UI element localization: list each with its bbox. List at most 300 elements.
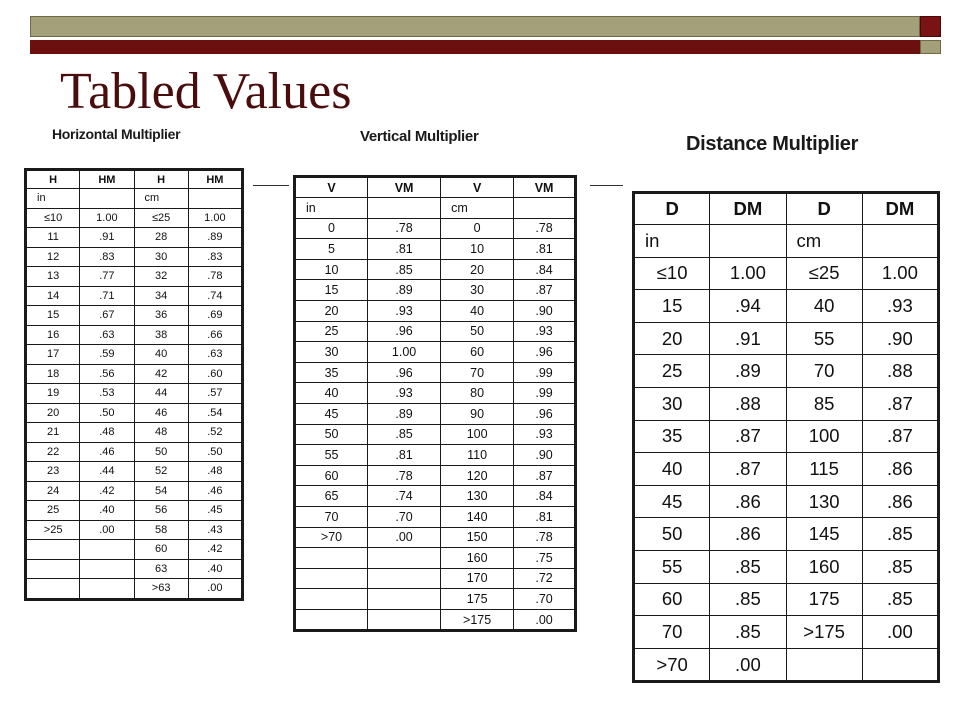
column-header: VM (514, 177, 576, 198)
table-cell (26, 579, 80, 600)
table-row (634, 648, 939, 682)
table-cell: 130 (786, 485, 862, 518)
column-header: D (634, 193, 710, 225)
vertical-multiplier-table (293, 175, 577, 632)
table-cell: .46 (188, 481, 242, 501)
table-cell: ≤25 (134, 208, 188, 228)
table-cell: 35 (295, 362, 368, 383)
table-cell: .87 (862, 387, 938, 420)
header-bar-olive (30, 16, 920, 37)
table-cell: >175 (441, 609, 514, 631)
column-header: DM (862, 193, 938, 225)
header-bar-maroon (30, 40, 920, 54)
table-cell: >70 (295, 527, 368, 548)
table-cell: in (26, 189, 80, 209)
table-cell: .78 (514, 218, 576, 239)
table-cell: 70 (786, 355, 862, 388)
table-cell: 63 (134, 559, 188, 579)
table-cell: 55 (786, 322, 862, 355)
table-cell: .00 (80, 520, 134, 540)
table-cell: 130 (441, 486, 514, 507)
table-cell: .96 (368, 362, 441, 383)
table-cell: 30 (634, 387, 710, 420)
table-row (295, 342, 576, 363)
table-cell: .87 (710, 453, 786, 486)
table-cell: .85 (862, 583, 938, 616)
table-cell: .96 (368, 321, 441, 342)
table-cell: 45 (634, 485, 710, 518)
table-cell: 42 (134, 364, 188, 384)
table-cell: .59 (80, 345, 134, 365)
table-row (26, 462, 243, 482)
table-cell: .57 (188, 384, 242, 404)
table-row (26, 520, 243, 540)
table-cell (368, 609, 441, 631)
table-cell (514, 198, 576, 219)
table-row (634, 257, 939, 290)
table-cell: .81 (514, 506, 576, 527)
table-cell: .84 (514, 259, 576, 280)
table-cell: 48 (134, 423, 188, 443)
slide-title: Tabled Values (60, 63, 352, 120)
table-cell (295, 609, 368, 631)
table-cell: 80 (441, 383, 514, 404)
table-cell: 55 (634, 550, 710, 583)
table-cell: .70 (368, 506, 441, 527)
table-row (26, 306, 243, 326)
table-cell: 40 (634, 453, 710, 486)
table-cell: .86 (862, 453, 938, 486)
table-cell: .90 (862, 322, 938, 355)
table-cell: .67 (80, 306, 134, 326)
table-row (26, 540, 243, 560)
table-row (295, 321, 576, 342)
table-cell: 0 (295, 218, 368, 239)
column-header: H (134, 170, 188, 189)
divider-line-right (590, 185, 623, 186)
table-cell: .72 (514, 568, 576, 589)
table-cell (26, 559, 80, 579)
table-cell: 11 (26, 228, 80, 248)
table-row (295, 527, 576, 548)
table-cell: .56 (80, 364, 134, 384)
table-cell: .75 (514, 548, 576, 569)
table-row (295, 383, 576, 404)
table-cell: .54 (188, 403, 242, 423)
table-cell: 60 (134, 540, 188, 560)
table-cell: 18 (26, 364, 80, 384)
table-cell: 21 (26, 423, 80, 443)
table-row (295, 362, 576, 383)
table-cell: 1.00 (80, 208, 134, 228)
table-cell: .85 (368, 424, 441, 445)
distance-multiplier-caption: Distance Multiplier (686, 133, 859, 155)
table-cell: 13 (26, 267, 80, 287)
table-cell: .48 (188, 462, 242, 482)
table-row (26, 501, 243, 521)
table-row (26, 267, 243, 287)
table-cell: .96 (514, 342, 576, 363)
table-cell: .93 (368, 383, 441, 404)
table-cell (786, 648, 862, 682)
vertical-multiplier-caption: Vertical Multiplier (360, 128, 479, 145)
table-row (295, 259, 576, 280)
table-cell: .78 (368, 465, 441, 486)
table-cell (295, 548, 368, 569)
table-row (295, 548, 576, 569)
table-cell: .88 (710, 387, 786, 420)
table-cell: 50 (634, 518, 710, 551)
table-cell: 5 (295, 239, 368, 260)
table-cell: 50 (441, 321, 514, 342)
table-cell: cm (134, 189, 188, 209)
table-cell (710, 225, 786, 258)
table-row (26, 325, 243, 345)
table-cell: .53 (80, 384, 134, 404)
table-cell: .96 (514, 403, 576, 424)
table-cell: .93 (514, 321, 576, 342)
table-cell: 30 (134, 247, 188, 267)
table-row (295, 424, 576, 445)
table-row (26, 208, 243, 228)
table-cell: 25 (634, 355, 710, 388)
table-cell: 145 (786, 518, 862, 551)
table-header-row (634, 193, 939, 225)
table-cell: .99 (514, 383, 576, 404)
table-cell: .93 (514, 424, 576, 445)
table-cell: 100 (786, 420, 862, 453)
table-cell (295, 589, 368, 610)
table-cell: .93 (862, 290, 938, 323)
table-row (26, 481, 243, 501)
table-cell: .91 (710, 322, 786, 355)
table-row (295, 486, 576, 507)
table-cell: .85 (862, 550, 938, 583)
table-cell (368, 198, 441, 219)
column-header: DM (710, 193, 786, 225)
table-cell: .74 (368, 486, 441, 507)
table-cell: 120 (441, 465, 514, 486)
table-cell: .93 (368, 300, 441, 321)
table-cell: .00 (188, 579, 242, 600)
table-row (634, 355, 939, 388)
table-cell: 24 (26, 481, 80, 501)
table-row (26, 403, 243, 423)
table-row (634, 453, 939, 486)
table-header-row (26, 170, 243, 189)
table-cell: 70 (295, 506, 368, 527)
table-cell: 175 (786, 583, 862, 616)
table-cell: .89 (368, 280, 441, 301)
table-row (295, 403, 576, 424)
table-row (26, 423, 243, 443)
table-cell: .86 (710, 485, 786, 518)
table-cell: .89 (188, 228, 242, 248)
table-cell: 160 (786, 550, 862, 583)
table-cell: 175 (441, 589, 514, 610)
table-cell: .86 (862, 485, 938, 518)
table-cell: .74 (188, 286, 242, 306)
table-cell (368, 548, 441, 569)
table-cell: 32 (134, 267, 188, 287)
divider-line-left (253, 185, 289, 186)
table-cell: ≤25 (786, 257, 862, 290)
table-cell: 55 (295, 445, 368, 466)
table-cell: .78 (188, 267, 242, 287)
table-cell: 65 (295, 486, 368, 507)
table-cell: 40 (441, 300, 514, 321)
table-cell: .66 (188, 325, 242, 345)
table-cell: .86 (710, 518, 786, 551)
table-row (634, 485, 939, 518)
table-cell: .00 (862, 616, 938, 649)
table-cell: ≤10 (634, 257, 710, 290)
table-cell: .71 (80, 286, 134, 306)
table-cell: 140 (441, 506, 514, 527)
table-cell: .94 (710, 290, 786, 323)
table-row (26, 559, 243, 579)
table-row (295, 445, 576, 466)
horizontal-multiplier-table (24, 168, 244, 601)
table-cell: .87 (862, 420, 938, 453)
table-cell: .85 (368, 259, 441, 280)
table-cell: 150 (441, 527, 514, 548)
table-cell: 23 (26, 462, 80, 482)
table-cell: .85 (710, 583, 786, 616)
table-cell: .81 (368, 239, 441, 260)
table-cell: .50 (80, 403, 134, 423)
table-cell: .84 (514, 486, 576, 507)
table-cell: 50 (295, 424, 368, 445)
table-row (295, 609, 576, 631)
table-cell: 30 (295, 342, 368, 363)
distance-multiplier-table (632, 191, 940, 683)
table-cell: .63 (80, 325, 134, 345)
table-cell (80, 579, 134, 600)
horizontal-multiplier-caption: Horizontal Multiplier (52, 126, 181, 142)
table-cell: 10 (295, 259, 368, 280)
table-row (26, 579, 243, 600)
table-cell: .99 (514, 362, 576, 383)
table-cell: .63 (188, 345, 242, 365)
table-cell: .89 (368, 403, 441, 424)
table-cell: 58 (134, 520, 188, 540)
table-row (295, 568, 576, 589)
table-cell: .44 (80, 462, 134, 482)
table-cell: 44 (134, 384, 188, 404)
table-row (26, 364, 243, 384)
table-cell: 25 (26, 501, 80, 521)
table-cell (80, 540, 134, 560)
table-cell: .89 (710, 355, 786, 388)
table-cell: >25 (26, 520, 80, 540)
table-cell: 40 (134, 345, 188, 365)
table-row (634, 387, 939, 420)
table-cell: .90 (514, 300, 576, 321)
table-cell: .88 (862, 355, 938, 388)
table-cell: .85 (710, 550, 786, 583)
table-cell: 46 (134, 403, 188, 423)
column-header: H (26, 170, 80, 189)
table-cell: 10 (441, 239, 514, 260)
table-cell: 70 (441, 362, 514, 383)
table-cell: 45 (295, 403, 368, 424)
table-cell: 0 (441, 218, 514, 239)
table-cell: 50 (134, 442, 188, 462)
table-cell: 38 (134, 325, 188, 345)
table-cell: 110 (441, 445, 514, 466)
table-cell: .45 (188, 501, 242, 521)
table-row (295, 218, 576, 239)
table-cell: 60 (295, 465, 368, 486)
column-header: HM (80, 170, 134, 189)
column-header: VM (368, 177, 441, 198)
table-cell: .46 (80, 442, 134, 462)
column-header: V (441, 177, 514, 198)
table-cell: 90 (441, 403, 514, 424)
table-row (634, 290, 939, 323)
table-cell: 34 (134, 286, 188, 306)
table-cell: 12 (26, 247, 80, 267)
table-cell: 54 (134, 481, 188, 501)
table-cell: .83 (188, 247, 242, 267)
table-cell: .78 (368, 218, 441, 239)
table-row (26, 228, 243, 248)
table-cell (80, 189, 134, 209)
table-cell: 20 (634, 322, 710, 355)
table-cell: 1.00 (188, 208, 242, 228)
table-row (295, 589, 576, 610)
table-cell: 15 (295, 280, 368, 301)
table-cell: .00 (710, 648, 786, 682)
table-row (634, 518, 939, 551)
table-cell: .91 (80, 228, 134, 248)
table-cell: 40 (295, 383, 368, 404)
table-cell: .42 (80, 481, 134, 501)
table-cell: .78 (514, 527, 576, 548)
table-row (634, 616, 939, 649)
corner-square-olive (920, 40, 941, 54)
table-cell: 70 (634, 616, 710, 649)
table-cell: ≤10 (26, 208, 80, 228)
table-cell: .87 (514, 465, 576, 486)
table-cell: .87 (514, 280, 576, 301)
table-cell: 20 (441, 259, 514, 280)
table-cell: 16 (26, 325, 80, 345)
table-cell: 60 (441, 342, 514, 363)
table-cell: .42 (188, 540, 242, 560)
table-cell: .85 (862, 518, 938, 551)
table-cell: 1.00 (710, 257, 786, 290)
table-cell (295, 568, 368, 589)
table-cell: .85 (710, 616, 786, 649)
table-cell: .60 (188, 364, 242, 384)
table-row (295, 300, 576, 321)
table-cell: 14 (26, 286, 80, 306)
table-row (26, 247, 243, 267)
table-cell: 20 (26, 403, 80, 423)
table-row (26, 189, 243, 209)
table-row (295, 239, 576, 260)
table-cell: 15 (26, 306, 80, 326)
table-row (26, 442, 243, 462)
table-cell: in (295, 198, 368, 219)
corner-square-maroon (920, 16, 941, 37)
table-row (634, 225, 939, 258)
table-cell: 20 (295, 300, 368, 321)
table-cell: 1.00 (368, 342, 441, 363)
table-header-row (295, 177, 576, 198)
table-cell (368, 589, 441, 610)
table-cell: 160 (441, 548, 514, 569)
table-cell: 17 (26, 345, 80, 365)
table-cell: 170 (441, 568, 514, 589)
table-cell: 35 (634, 420, 710, 453)
table-cell: .48 (80, 423, 134, 443)
table-cell: .81 (368, 445, 441, 466)
table-cell: in (634, 225, 710, 258)
table-cell: 30 (441, 280, 514, 301)
table-cell: .69 (188, 306, 242, 326)
table-row (26, 384, 243, 404)
table-cell: >70 (634, 648, 710, 682)
table-row (26, 345, 243, 365)
table-cell: .87 (710, 420, 786, 453)
table-row (295, 506, 576, 527)
table-cell: .90 (514, 445, 576, 466)
table-cell: 28 (134, 228, 188, 248)
table-row (295, 280, 576, 301)
table-row (295, 465, 576, 486)
column-header: V (295, 177, 368, 198)
table-cell (26, 540, 80, 560)
table-row (634, 322, 939, 355)
table-cell: 60 (634, 583, 710, 616)
table-cell: 115 (786, 453, 862, 486)
table-cell: .70 (514, 589, 576, 610)
table-cell (862, 648, 938, 682)
table-cell: 40 (786, 290, 862, 323)
table-cell: .43 (188, 520, 242, 540)
table-row (634, 550, 939, 583)
table-cell (368, 568, 441, 589)
table-cell: >63 (134, 579, 188, 600)
column-header: HM (188, 170, 242, 189)
table-cell: .00 (514, 609, 576, 631)
table-cell: 19 (26, 384, 80, 404)
table-cell (188, 189, 242, 209)
table-cell (862, 225, 938, 258)
table-cell: 22 (26, 442, 80, 462)
table-cell: cm (441, 198, 514, 219)
table-row (26, 286, 243, 306)
table-cell: .83 (80, 247, 134, 267)
table-row (634, 420, 939, 453)
table-cell: 85 (786, 387, 862, 420)
table-cell: 100 (441, 424, 514, 445)
table-cell (80, 559, 134, 579)
table-cell: .52 (188, 423, 242, 443)
table-cell: .81 (514, 239, 576, 260)
table-row (634, 583, 939, 616)
table-cell: 25 (295, 321, 368, 342)
table-cell: .40 (80, 501, 134, 521)
column-header: D (786, 193, 862, 225)
table-cell: 15 (634, 290, 710, 323)
table-cell: 36 (134, 306, 188, 326)
table-cell: >175 (786, 616, 862, 649)
table-cell: 1.00 (862, 257, 938, 290)
